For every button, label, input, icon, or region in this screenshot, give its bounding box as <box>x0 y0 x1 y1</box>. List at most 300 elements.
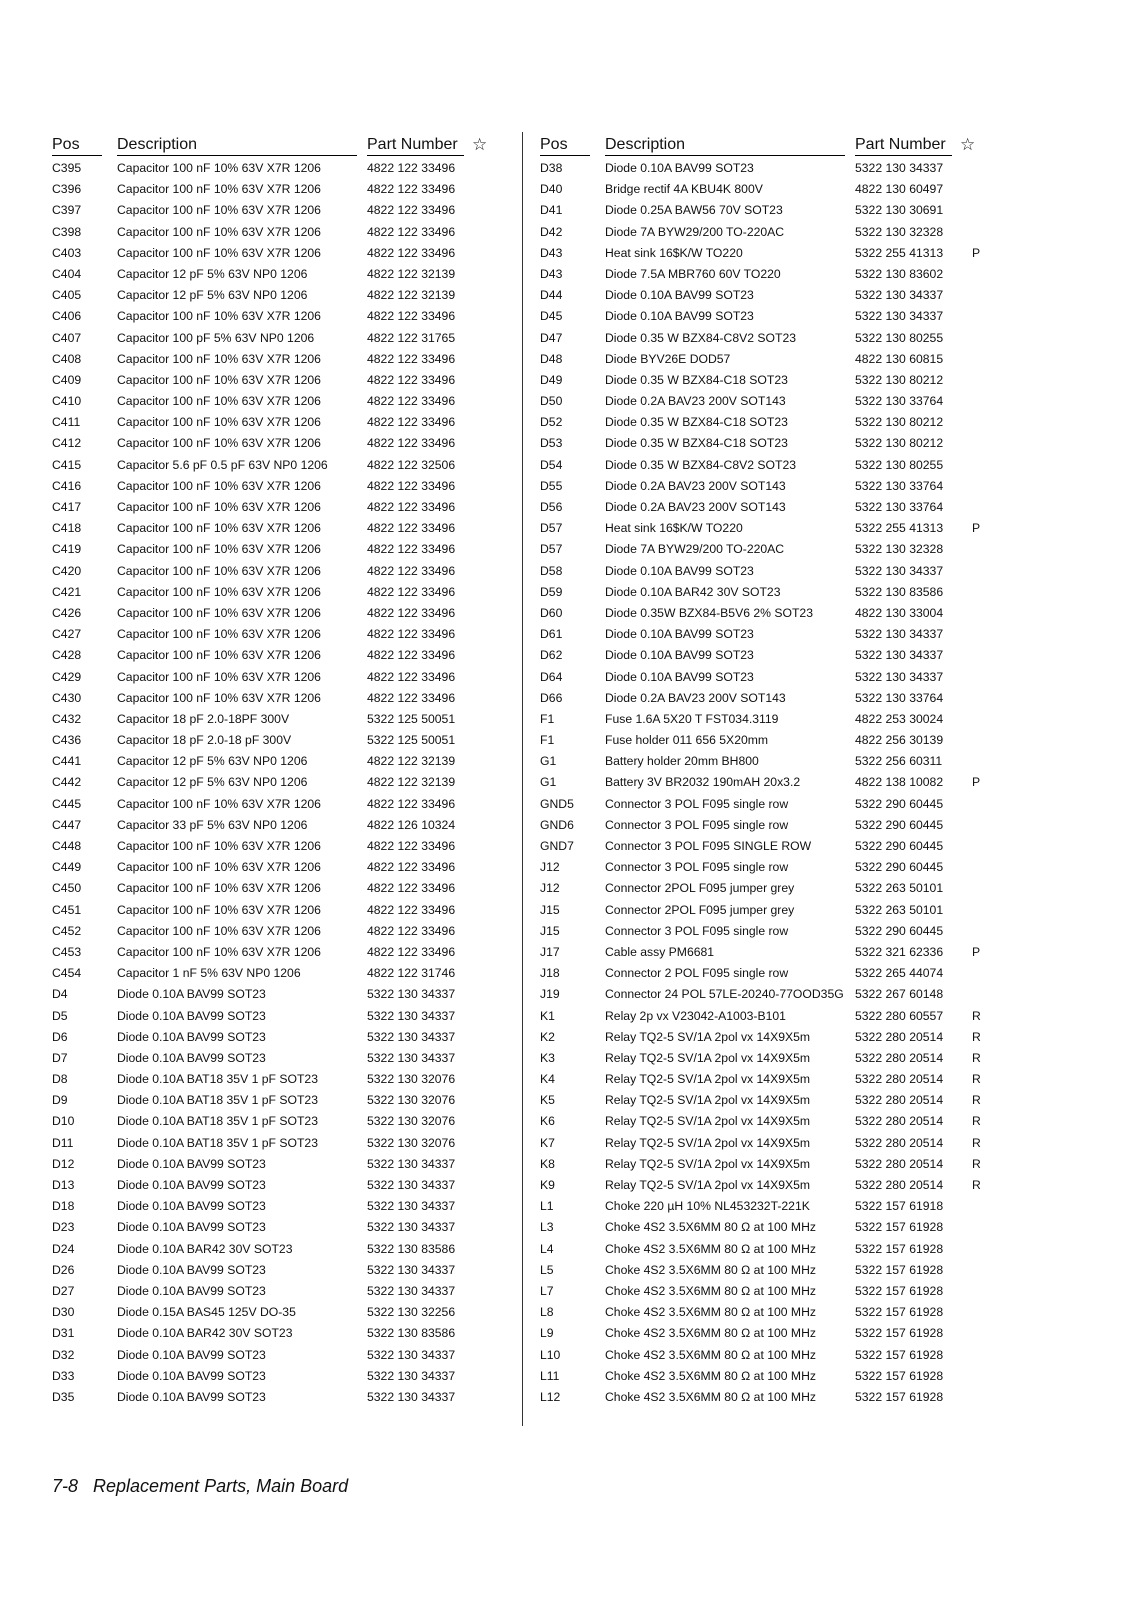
table-row <box>52 243 492 264</box>
row-part-number: 5322 157 61928 <box>855 1347 944 1362</box>
row-part-number: 5322 280 60557 <box>855 1008 944 1023</box>
row-description: Choke 4S2 3.5X6MM 80 Ω at 100 MHz <box>605 1326 816 1341</box>
row-description: Battery 3V BR2032 190mAH 20x3.2 <box>605 775 801 790</box>
row-pos: C407 <box>52 330 82 345</box>
table-row <box>52 942 492 963</box>
row-part-number: 4822 122 33496 <box>367 161 456 175</box>
row-part-number: 5322 130 83586 <box>367 1326 456 1341</box>
row-part-number: 4822 122 33496 <box>367 182 456 197</box>
table-row <box>540 1366 980 1387</box>
table-row <box>52 1239 492 1260</box>
row-part-number: 5322 263 50101 <box>855 881 944 896</box>
table-row <box>540 328 980 349</box>
row-pos: C432 <box>52 711 82 726</box>
row-description: Capacitor 100 nF 10% 63V X7R 1206 <box>117 627 321 642</box>
row-description: Capacitor 100 nF 10% 63V X7R 1206 <box>117 542 321 557</box>
row-part-number: 5322 255 41313 <box>855 245 944 260</box>
table-row <box>52 179 492 200</box>
table-row <box>52 518 492 539</box>
row-description: Diode 0.35 W BZX84-C18 SOT23 <box>605 372 788 387</box>
row-pos: D56 <box>540 500 563 514</box>
row-description: Battery holder 20mm BH800 <box>605 754 759 769</box>
table-row <box>540 433 980 454</box>
row-part-number: 4822 122 33496 <box>367 542 456 557</box>
row-part-number: 5322 130 80212 <box>855 415 944 430</box>
row-pos: K5 <box>540 1093 555 1108</box>
footer-title: Replacement Parts, Main Board <box>93 1476 349 1496</box>
table-row <box>52 921 492 942</box>
row-pos: D44 <box>540 288 563 303</box>
row-description: Diode 0.10A BAV99 SOT23 <box>117 1389 266 1404</box>
row-part-number: 5322 321 62336 <box>855 944 944 959</box>
row-description: Relay TQ2-5 SV/1A 2pol vx 14X9X5m <box>605 1029 811 1044</box>
row-description: Choke 4S2 3.5X6MM 80 Ω at 100 MHz <box>605 1389 816 1404</box>
row-pos: C405 <box>52 288 82 303</box>
row-pos: C410 <box>52 394 82 409</box>
row-pos: D47 <box>540 330 563 345</box>
row-part-number: 5322 290 60445 <box>855 923 944 938</box>
row-pos: C429 <box>52 669 82 684</box>
row-description: Capacitor 100 nF 10% 63V X7R 1206 <box>117 902 321 917</box>
row-pos: J15 <box>540 902 560 917</box>
table-row <box>540 1323 980 1344</box>
row-description: Choke 4S2 3.5X6MM 80 Ω at 100 MHz <box>605 1220 816 1235</box>
row-description: Heat sink 16$K/W TO220 <box>605 245 743 260</box>
table-row <box>540 1090 980 1111</box>
table-row <box>540 645 980 666</box>
row-pos: K6 <box>540 1114 555 1129</box>
row-pos: J15 <box>540 923 560 938</box>
row-part-number: 5322 130 34337 <box>855 309 944 324</box>
table-row <box>540 1175 980 1196</box>
table-row <box>540 878 980 899</box>
table-row <box>52 603 492 624</box>
row-part-number: 4822 122 31765 <box>367 330 456 345</box>
row-description: Relay TQ2-5 SV/1A 2pol vx 14X9X5m <box>605 1072 811 1087</box>
table-row <box>52 963 492 984</box>
row-pos: D64 <box>540 669 563 684</box>
table-row <box>52 1069 492 1090</box>
row-description: Diode 0.2A BAV23 200V SOT143 <box>605 690 786 705</box>
row-description: Choke 4S2 3.5X6MM 80 Ω at 100 MHz <box>605 1283 816 1298</box>
row-part-number: 5322 130 34337 <box>855 669 944 684</box>
row-part-number: 5322 130 32256 <box>367 1305 456 1320</box>
page-number: 7-8 <box>52 1476 79 1496</box>
row-pos: J12 <box>540 881 560 896</box>
star-icon: ☆ <box>472 135 488 154</box>
table-row <box>540 1302 980 1323</box>
row-part-number: 4822 122 33496 <box>367 351 456 366</box>
row-flag: P <box>972 245 981 260</box>
row-part-number: 4822 122 33496 <box>367 669 456 684</box>
row-description: Diode 7A BYW29/200 TO-220AC <box>605 224 785 239</box>
row-description: Capacitor 100 nF 10% 63V X7R 1206 <box>117 563 321 578</box>
table-row <box>52 1090 492 1111</box>
row-pos: J19 <box>540 987 560 1002</box>
table-row <box>540 942 980 963</box>
table-row <box>52 1027 492 1048</box>
row-description: Diode 0.10A BAV99 SOT23 <box>605 669 754 684</box>
row-pos: D26 <box>52 1262 75 1277</box>
table-row <box>540 688 980 709</box>
row-pos: C397 <box>52 203 82 218</box>
row-part-number: 5322 280 20514 <box>855 1050 944 1065</box>
row-description: Capacitor 100 nF 10% 63V X7R 1206 <box>117 351 321 366</box>
row-description: Relay TQ2-5 SV/1A 2pol vx 14X9X5m <box>605 1178 811 1192</box>
row-description: Diode 7.5A MBR760 60V TO220 <box>605 266 781 281</box>
row-description: Connector 2POL F095 jumper grey <box>605 902 795 917</box>
row-description: Diode 0.10A BAV99 SOT23 <box>605 627 754 642</box>
row-pos: D57 <box>540 542 563 557</box>
row-flag: R <box>972 1029 981 1044</box>
table-row <box>540 285 980 306</box>
row-description: Capacitor 18 pF 2.0-18PF 300V <box>117 711 290 726</box>
row-description: Diode 0.35 W BZX84-C8V2 SOT23 <box>605 330 797 345</box>
row-part-number: 5322 130 33764 <box>855 500 944 514</box>
row-part-number: 5322 157 61928 <box>855 1220 944 1235</box>
table-row <box>52 1196 492 1217</box>
table-row <box>540 900 980 921</box>
header-pos: Pos <box>52 136 102 156</box>
row-pos: D7 <box>52 1050 68 1065</box>
row-part-number: 4822 122 33496 <box>367 521 456 536</box>
row-part-number: 5322 130 34337 <box>367 1029 456 1044</box>
row-part-number: 5322 130 33764 <box>855 690 944 705</box>
row-description: Capacitor 100 nF 10% 63V X7R 1206 <box>117 224 321 239</box>
row-description: Cable assy PM6681 <box>605 944 715 959</box>
row-part-number: 5322 157 61928 <box>855 1326 944 1341</box>
row-description: Diode 0.10A BAV99 SOT23 <box>117 1029 266 1044</box>
row-pos: C448 <box>52 839 82 853</box>
table-row <box>52 730 492 751</box>
table-row <box>540 476 980 497</box>
row-flag: R <box>972 1008 981 1023</box>
row-part-number: 5322 130 34337 <box>367 1262 456 1277</box>
row-pos: L7 <box>540 1283 554 1298</box>
row-part-number: 4822 122 33496 <box>367 690 456 705</box>
row-part-number: 5322 130 34337 <box>367 1283 456 1298</box>
table-row <box>52 433 492 454</box>
table-row <box>540 158 980 179</box>
row-part-number: 5322 130 34337 <box>367 1199 456 1214</box>
table-row <box>52 497 492 518</box>
row-description: Diode 0.25A BAW56 70V SOT23 <box>605 203 783 218</box>
table-row <box>540 857 980 878</box>
row-part-number: 4822 122 33496 <box>367 372 456 387</box>
table-row <box>540 1154 980 1175</box>
table-row <box>540 582 980 603</box>
row-description: Fuse holder 011 656 5X20mm <box>605 733 769 748</box>
row-description: Capacitor 100 nF 10% 63V X7R 1206 <box>117 203 321 218</box>
table-row <box>52 1260 492 1281</box>
row-description: Diode 0.10A BAV99 SOT23 <box>605 563 754 578</box>
row-description: Capacitor 100 nF 10% 63V X7R 1206 <box>117 309 321 324</box>
row-part-number: 5322 130 32076 <box>367 1093 456 1108</box>
row-part-number: 5322 280 20514 <box>855 1093 944 1108</box>
row-part-number: 5322 280 20514 <box>855 1029 944 1044</box>
row-pos: L10 <box>540 1347 561 1362</box>
row-pos: D24 <box>52 1241 75 1256</box>
table-row <box>540 412 980 433</box>
row-part-number: 4822 253 30024 <box>855 711 944 726</box>
row-pos: C395 <box>52 161 82 175</box>
row-description: Capacitor 100 nF 10% 63V X7R 1206 <box>117 605 321 620</box>
row-description: Capacitor 100 nF 10% 63V X7R 1206 <box>117 584 321 599</box>
table-row <box>540 497 980 518</box>
row-pos: GND5 <box>540 796 574 811</box>
row-part-number: 5322 130 34337 <box>367 1347 456 1362</box>
row-pos: C415 <box>52 457 82 472</box>
row-part-number: 4822 122 33496 <box>367 436 456 451</box>
row-description: Diode 7A BYW29/200 TO-220AC <box>605 542 785 557</box>
row-part-number: 4822 122 33496 <box>367 648 456 663</box>
row-pos: K7 <box>540 1135 555 1150</box>
row-part-number: 5322 130 80255 <box>855 330 944 345</box>
row-pos: C442 <box>52 775 82 790</box>
table-row <box>52 561 492 582</box>
row-pos: D11 <box>52 1135 74 1150</box>
row-pos: D43 <box>540 245 563 260</box>
table-row <box>540 264 980 285</box>
row-description: Capacitor 100 nF 10% 63V X7R 1206 <box>117 415 321 430</box>
table-row <box>52 1133 492 1154</box>
row-description: Capacitor 100 nF 10% 63V X7R 1206 <box>117 839 321 853</box>
row-description: Diode 0.10A BAV99 SOT23 <box>605 309 754 324</box>
row-pos: C452 <box>52 923 82 938</box>
table-row <box>52 1281 492 1302</box>
row-part-number: 5322 130 83602 <box>855 266 944 281</box>
table-row <box>540 730 980 751</box>
row-pos: C420 <box>52 563 82 578</box>
row-pos: C408 <box>52 351 82 366</box>
row-pos: C398 <box>52 224 82 239</box>
row-description: Diode 0.10A BAV99 SOT23 <box>117 1283 266 1298</box>
row-description: Capacitor 5.6 pF 0.5 pF 63V NP0 1206 <box>117 457 328 472</box>
row-pos: L8 <box>540 1305 554 1320</box>
row-part-number: 4822 122 33496 <box>367 563 456 578</box>
row-pos: D33 <box>52 1368 75 1383</box>
table-row <box>52 709 492 730</box>
row-pos: D62 <box>540 648 563 663</box>
row-part-number: 5322 130 34337 <box>855 563 944 578</box>
row-pos: D30 <box>52 1305 75 1320</box>
row-part-number: 4822 122 33496 <box>367 627 456 642</box>
row-pos: C449 <box>52 860 82 875</box>
row-pos: D10 <box>52 1114 75 1129</box>
row-part-number: 4822 122 32139 <box>367 754 456 769</box>
row-part-number: 5322 130 30691 <box>855 203 944 218</box>
row-pos: D45 <box>540 309 563 324</box>
header-part-number: Part Number <box>855 136 952 156</box>
row-description: Diode 0.35 W BZX84-C18 SOT23 <box>605 436 788 451</box>
row-pos: D9 <box>52 1093 68 1108</box>
table-row <box>52 667 492 688</box>
row-part-number: 4822 122 33496 <box>367 839 456 853</box>
row-description: Bridge rectif 4A KBU4K 800V <box>605 182 763 197</box>
row-flag: R <box>972 1050 981 1065</box>
table-row <box>540 222 980 243</box>
table-row <box>540 709 980 730</box>
row-description: Capacitor 18 pF 2.0-18 pF 300V <box>117 733 292 748</box>
row-pos: C396 <box>52 182 82 197</box>
table-row <box>540 963 980 984</box>
row-flag: R <box>972 1135 981 1150</box>
row-description: Capacitor 100 pF 5% 63V NP0 1206 <box>117 330 315 345</box>
row-part-number: 5322 130 32076 <box>367 1135 456 1150</box>
row-part-number: 5322 130 34337 <box>855 288 944 303</box>
row-part-number: 5322 125 50051 <box>367 733 456 748</box>
row-pos: C406 <box>52 309 82 324</box>
table-row <box>52 751 492 772</box>
row-part-number: 5322 280 20514 <box>855 1135 944 1150</box>
row-description: Diode 0.10A BAV99 SOT23 <box>117 1008 266 1023</box>
row-description: Choke 4S2 3.5X6MM 80 Ω at 100 MHz <box>605 1241 816 1256</box>
row-description: Capacitor 100 nF 10% 63V X7R 1206 <box>117 690 321 705</box>
table-row <box>52 1006 492 1027</box>
row-part-number: 5322 255 41313 <box>855 521 944 536</box>
row-part-number: 5322 290 60445 <box>855 817 944 832</box>
row-part-number: 5322 280 20514 <box>855 1114 944 1129</box>
right-table-rows <box>540 158 980 1408</box>
row-part-number: 5322 130 80255 <box>855 457 944 472</box>
row-pos: C421 <box>52 584 82 599</box>
row-description: Capacitor 33 pF 5% 63V NP0 1206 <box>117 817 308 832</box>
table-row <box>540 200 980 221</box>
row-description: Choke 220 µH 10% NL453232T-221K <box>605 1199 810 1214</box>
row-part-number: 5322 130 34337 <box>367 1368 456 1383</box>
row-part-number: 4822 126 10324 <box>367 817 456 832</box>
row-pos: C428 <box>52 648 82 663</box>
row-description: Connector 2 POL F095 single row <box>605 966 789 981</box>
row-pos: D6 <box>52 1029 68 1044</box>
row-pos: D53 <box>540 436 563 451</box>
left-table-header <box>52 136 492 158</box>
row-pos: C427 <box>52 627 82 642</box>
table-row <box>52 476 492 497</box>
row-pos: J18 <box>540 966 560 981</box>
row-part-number: 5322 130 33764 <box>855 394 944 409</box>
table-row <box>540 772 980 793</box>
row-description: Relay TQ2-5 SV/1A 2pol vx 14X9X5m <box>605 1050 811 1065</box>
table-row <box>540 391 980 412</box>
table-row <box>540 624 980 645</box>
row-part-number: 4822 122 32139 <box>367 266 456 281</box>
row-description: Diode 0.10A BAV99 SOT23 <box>117 1178 266 1192</box>
row-description: Diode 0.10A BAR42 30V SOT23 <box>117 1241 293 1256</box>
left-table-rows <box>52 158 492 1408</box>
row-description: Capacitor 100 nF 10% 63V X7R 1206 <box>117 521 321 536</box>
table-row <box>540 370 980 391</box>
row-description: Diode 0.2A BAV23 200V SOT143 <box>605 478 786 493</box>
row-part-number: 5322 157 61928 <box>855 1305 944 1320</box>
row-description: Connector 3 POL F095 single row <box>605 923 789 938</box>
left-parts-table <box>52 136 492 1408</box>
row-description: Capacitor 12 pF 5% 63V NP0 1206 <box>117 754 308 769</box>
table-row <box>540 1006 980 1027</box>
row-pos: D8 <box>52 1072 68 1087</box>
row-description: Diode 0.10A BAT18 35V 1 pF SOT23 <box>117 1072 318 1087</box>
row-part-number: 5322 290 60445 <box>855 796 944 811</box>
table-row <box>52 1048 492 1069</box>
row-description: Diode 0.10A BAR42 30V SOT23 <box>605 584 781 599</box>
table-row <box>540 815 980 836</box>
row-description: Diode 0.10A BAT18 35V 1 pF SOT23 <box>117 1135 318 1150</box>
table-row <box>540 1027 980 1048</box>
table-row <box>52 328 492 349</box>
row-description: Capacitor 12 pF 5% 63V NP0 1206 <box>117 775 308 790</box>
row-description: Diode 0.10A BAV99 SOT23 <box>117 1050 266 1065</box>
row-pos: L12 <box>540 1389 561 1404</box>
row-pos: C419 <box>52 542 82 557</box>
row-part-number: 5322 256 60311 <box>855 754 943 769</box>
row-part-number: 4822 130 60815 <box>855 351 944 366</box>
row-pos: D23 <box>52 1220 75 1235</box>
row-part-number: 5322 130 32328 <box>855 542 944 557</box>
row-part-number: 5322 130 33764 <box>855 478 944 493</box>
row-pos: K4 <box>540 1072 555 1087</box>
row-description: Diode 0.10A BAV99 SOT23 <box>605 648 754 663</box>
row-part-number: 5322 130 34337 <box>855 648 944 663</box>
table-row <box>540 836 980 857</box>
row-description: Choke 4S2 3.5X6MM 80 Ω at 100 MHz <box>605 1347 816 1362</box>
table-row <box>52 455 492 476</box>
row-pos: D40 <box>540 182 563 197</box>
row-pos: L9 <box>540 1326 554 1341</box>
row-pos: D58 <box>540 563 563 578</box>
table-row <box>52 645 492 666</box>
table-row <box>52 1323 492 1344</box>
table-row <box>52 391 492 412</box>
row-description: Connector 2POL F095 jumper grey <box>605 881 795 896</box>
row-description: Capacitor 100 nF 10% 63V X7R 1206 <box>117 923 321 938</box>
table-row <box>52 984 492 1005</box>
table-row <box>52 412 492 433</box>
row-part-number: 4822 122 33496 <box>367 203 456 218</box>
row-pos: D35 <box>52 1389 75 1404</box>
row-pos: D49 <box>540 372 563 387</box>
row-description: Choke 4S2 3.5X6MM 80 Ω at 100 MHz <box>605 1262 816 1277</box>
row-part-number: 4822 122 33496 <box>367 309 456 324</box>
header-description: Description <box>117 136 357 156</box>
table-row <box>52 285 492 306</box>
row-pos: D61 <box>540 627 563 642</box>
page-footer <box>52 1476 348 1497</box>
column-divider <box>522 132 523 1426</box>
row-description: Diode 0.10A BAV99 SOT23 <box>605 161 754 175</box>
table-row <box>540 1281 980 1302</box>
row-pos: D59 <box>540 584 563 599</box>
row-pos: C403 <box>52 245 82 260</box>
row-part-number: 5322 157 61918 <box>855 1199 944 1214</box>
table-row <box>52 1154 492 1175</box>
row-part-number: 4822 122 33496 <box>367 860 456 875</box>
row-description: Heat sink 16$K/W TO220 <box>605 521 743 536</box>
row-pos: G1 <box>540 754 557 769</box>
row-part-number: 5322 130 80212 <box>855 436 944 451</box>
row-description: Capacitor 100 nF 10% 63V X7R 1206 <box>117 245 321 260</box>
row-part-number: 5322 157 61928 <box>855 1262 944 1277</box>
row-pos: C404 <box>52 266 82 281</box>
row-part-number: 5322 130 32076 <box>367 1114 456 1129</box>
table-row <box>540 539 980 560</box>
row-description: Diode 0.10A BAR42 30V SOT23 <box>117 1326 293 1341</box>
row-part-number: 4822 122 33496 <box>367 923 456 938</box>
table-row <box>52 1175 492 1196</box>
row-part-number: 4822 122 31746 <box>367 966 456 981</box>
row-pos: K2 <box>540 1029 555 1044</box>
row-description: Choke 4S2 3.5X6MM 80 Ω at 100 MHz <box>605 1305 816 1320</box>
row-description: Capacitor 100 nF 10% 63V X7R 1206 <box>117 436 321 451</box>
